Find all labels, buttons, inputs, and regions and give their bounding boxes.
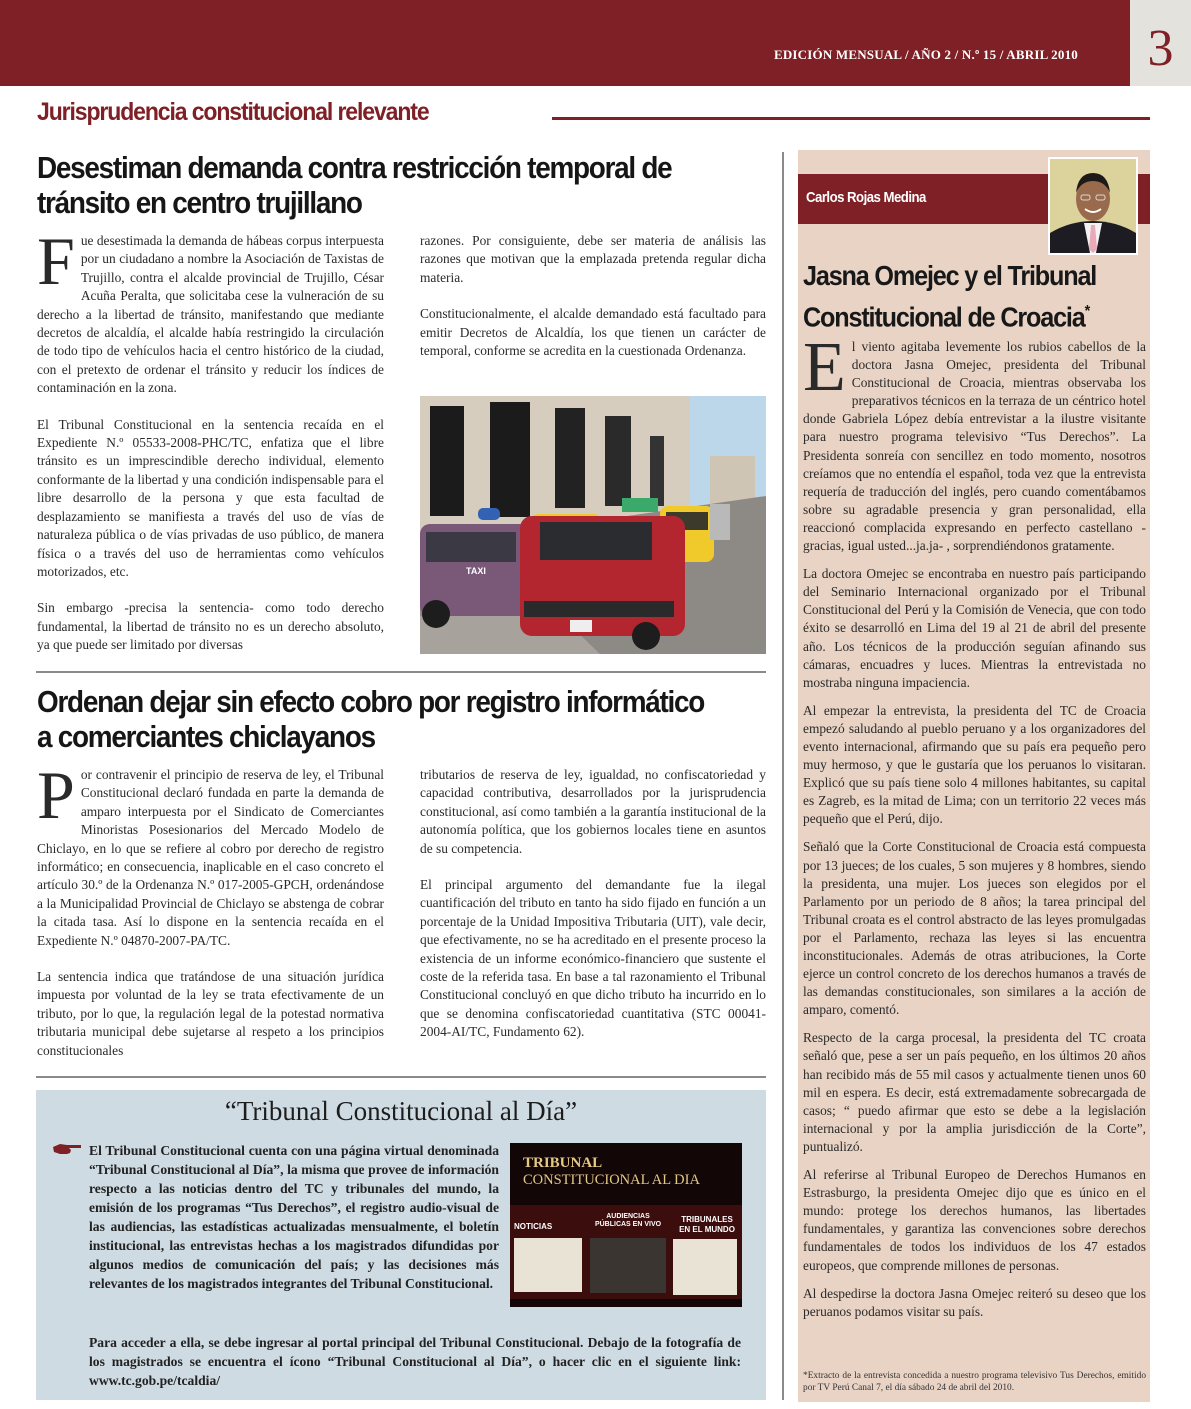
website-section-world: TRIBUNALES EN EL MUNDO bbox=[679, 1215, 735, 1234]
footnote-marker: * bbox=[1084, 303, 1090, 320]
article2-headline bbox=[37, 684, 704, 754]
website-world-thumbnail bbox=[673, 1239, 737, 1295]
street-taxis-illustration bbox=[420, 396, 766, 654]
article1-paragraph: Constitucionalmente, el alcalde demandado está facultado para emitir Decretos de Alcaldía, los que tienen un carácter de temporal, conforme se acredita en la cuestionada Ordenanza. bbox=[420, 306, 766, 359]
article2-headline-line2: a comerciantes chiclayanos bbox=[37, 719, 375, 754]
website-video-thumbnail bbox=[590, 1238, 666, 1293]
article1-column-left bbox=[37, 223, 384, 673]
article1-headline-line1: Desestiman demanda contra restricción temporal de bbox=[37, 150, 672, 185]
article2-paragraph: Por contravenir el principio de reserva de ley, el Tribunal Constitucional declaró fundada en parte la demanda de amparo interpuesta por el Sindicato de Comerciantes Minoristas Posesionarios del Mercado Modelo de Chiclayo, en lo que se refiere al cobro por derecho de registro informático; en consecuencia, inaplicable en el caso concreto el artículo 30.º de la Ordenanza N.º 017-2005-GPCH, ordenándose a la Municipalidad Provincial de Chiclayo se abstenga de cobrar la citada tasa. Así lo dispone en la sentencia recaída en el Expediente N.º 04870-2007-PA/TC. bbox=[37, 757, 384, 948]
sidebar-footnote: *Extracto de la entrevista concedida a nuestro programa televisivo Tus Derechos, emitido por TV Perú Canal 7, el día sábado 24 de abril del 2010. bbox=[803, 1371, 1146, 1393]
tc-al-dia-access-instructions: Para acceder a ella, se debe ingresar al portal principal del Tribunal Constitucional. Debajo de la fotografía de los magistrados se encuentra el ícono “Tribunal Constitucional al Día”, o hacer clic en el siguiente link: www.tc.gob.pe/tcaldia/ bbox=[89, 1335, 741, 1388]
page-number: 3 bbox=[1130, 0, 1191, 86]
section-title: Jurisprudencia constitucional relevante bbox=[37, 98, 429, 126]
dropcap: E bbox=[803, 329, 846, 406]
masthead-bar bbox=[0, 0, 1130, 86]
sidebar-paragraph: Señaló que la Corte Constitucional de Croacia está compuesta por 13 jueces; de los cuales, 5 son mujeres y 8 hombres, siendo la presidenta, una mujer. Los jueces son elegidos por el Parlamento por un periodo de 8 años; la tarea principal del Tribunal croata es el control abstracto de las leyes promulgadas por el Parlamento, rechaza las leyes si las encuentra inconstitucionales. Además de otras atribuciones, la Corte ejerce un control concreto de los derechos humanos a través de las demandas constitucionales, son similares a la acción de amparo, comentó. bbox=[803, 839, 1146, 1018]
website-news-thumbnail bbox=[514, 1238, 582, 1292]
sidebar-headline-line1: Jasna Omejec y el Tribunal bbox=[803, 260, 1097, 291]
sidebar-paragraph: Al referirse al Tribunal Europeo de Derechos Humanos en Estrasburgo, la presidenta Omejec dijo que es único en el mundo: protege los derechos humanos, las libertades fundamentales, y garantiza las convenciones sobre derechos fundamentales de todos los individuos de los 47 estados europeos, que comprende millones de personas. bbox=[803, 1167, 1146, 1273]
dropcap: P bbox=[37, 757, 75, 833]
article2-headline-line1: Ordenan dejar sin efecto cobro por registro informático bbox=[37, 684, 705, 719]
author-portrait bbox=[1048, 157, 1138, 255]
article1-paragraph: razones. Por consiguiente, debe ser materia de análisis las razones que motivan que la emplazada pretenda regular dicha materia. bbox=[420, 233, 766, 285]
section-title-rule bbox=[552, 117, 1150, 120]
article2-paragraph: El principal argumento del demandante fue la ilegal cuantificación del tributo en tanto ha sido fijado en función a un porcentaje de la Unidad Impositiva Tributaria (UIT), vale decir, que efectivamente, no se ha acreditado en el presente proceso la existencia de un informe económico-financiero que sustente el coste de la referida tasa. En base a tal razonamiento el Tribunal Constitucional concluyó en que dicho tributo ha incurrido en lo que se denomina confiscatoriedad cuantitativa (STC 00041-2004-AI/TC, Fundamento 62). bbox=[420, 877, 766, 1040]
tc-al-dia-description: El Tribunal Constitucional cuenta con una página virtual denominada “Tribunal Constitucional al Día”, la misma que provee de información respecto a las noticias dentro del TC y tribunales del mundo, la emisión de los programas “Tus Derechos”, el registro audio-visual de las audiencias, las estadísticas actualizadas mensualmente, el boletín institucional, las entrevistas hechas a los magistrados difundidas por algunos medios de comunicación del país; y las decisiones más relevantes de los magistrados integrantes del Tribunal Constitucional. bbox=[89, 1143, 499, 1291]
article1-headline-line2: tránsito en centro trujillano bbox=[37, 185, 362, 220]
article2-paragraph: La sentencia indica que tratándose de una situación jurídica impuesta por voluntad de la ley se trata efectivamente de un tributo, por lo que, la regulación legal de la potestad normativa tributaria municipal debe sujetarse al respeto a los principios constitucionales bbox=[37, 969, 384, 1058]
article2-column-left bbox=[37, 757, 384, 1078]
column-rule bbox=[782, 152, 784, 1400]
article1-paragraph: Sin embargo -precisa la sentencia- como todo derecho fundamental, la libertad de tránsito no es un derecho absoluto, ya que puede ser limitado por diversas bbox=[37, 600, 384, 653]
sidebar-body bbox=[803, 329, 1146, 1331]
dropcap: F bbox=[37, 223, 75, 299]
edition-line: EDICIÓN MENSUAL / AÑO 2 / N.º 15 / ABRIL 2010 bbox=[773, 47, 1078, 62]
article1-paragraph: Fue desestimada la demanda de hábeas corpus interpuesta por un ciudadano a nombre la Asociación de Taxistas de Trujillo, contra el alcalde provincial de Trujillo, César Acuña Peralta, que solicitaba cese la vulneración de su derecho a la libertad de tránsito, manifestando que mediante decretos de alcaldía, el alcalde había restringido la circulación de todo tipo de vehículos hacia el centro histórico de la ciudad, con el pretexto de ordenar el tránsito y reducir los índices de contaminación en la zona. bbox=[37, 223, 384, 396]
sidebar-headline-line2: Constitucional de Croacia* bbox=[803, 301, 1090, 333]
sidebar-paragraph: El viento agitaba levemente los rubios cabellos de la doctora Jasna Omejec, presidenta del Tribunal Constitucional de Croacia, mientras observaba los preparativos técnicos en la terraza de un céntrico hotel donde Gabriela López debía entrevistar a la ilustre visitante para nuestro programa televisivo “Tus Derechos”. La Presidenta sonreía con sencillez en todo momento, nosotros creíamos que no entendía el español, toda vez que la entrevista requería de traducción del inglés, pero cuando comentábamos sobre su agradable presencia y gran personalidad, ella reaccionó complacida expresando en perfecto castellano -gracias, igual usted...ja.ja- , sorprendiéndonos gratamente. bbox=[803, 329, 1146, 554]
tc-al-dia-website-screenshot[interactable] bbox=[510, 1143, 742, 1307]
article1-headline bbox=[37, 150, 671, 220]
sidebar-paragraph: Al empezar la entrevista, la presidenta del TC de Croacia empezó saludando al pueblo peruano y a los organizadores del evento internacional, afirmando que su país era pequeño pero muy hermoso, y que le gustaría que los peruanos lo visitaran. Explicó que su país tiene solo 4 millones habitantes, su capital es Zagreb, es la mitad de Lima; con un territorio 22 veces más pequeño que el Perú, dijo. bbox=[803, 702, 1146, 827]
website-title-line2: CONSTITUCIONAL AL DIA bbox=[523, 1172, 700, 1188]
pointing-hand-icon bbox=[52, 1141, 82, 1157]
article2-column-right bbox=[420, 766, 766, 1060]
article2-paragraph: tributarios de reserva de ley, igualdad, no confiscatoriedad y capacidad contributiva, desarrollados por la jurisprudencia constitucional, así como también a la garantía institucional de la autonomía política, que los gobiernos locales tiene en asuntos de su competencia. bbox=[420, 767, 766, 856]
box-divider bbox=[36, 1076, 766, 1078]
author-portrait-illustration bbox=[1050, 159, 1136, 253]
article-divider bbox=[36, 671, 766, 673]
website-section-news: NOTICIAS bbox=[514, 1222, 553, 1231]
sidebar-paragraph: Respecto de la carga procesal, la presidenta del TC croata señaló que, pese a ser un país pequeño, en los últimos 20 años han recibido más de 55 mil casos y actualmente tienen unos 60 mil en espera. Es decir, está extremadamente sobrecargada de casos; “ puedo afirmar que esto se debe a la legislación internacional y por la amplia jurisdicción de la Corte”, puntualizó. bbox=[803, 1030, 1146, 1154]
website-title-line1: TRIBUNAL bbox=[523, 1155, 603, 1171]
sidebar-paragraph: Al despedirse la doctora Jasna Omejec reiteró su deseo que los peruanos podamos visitar su país. bbox=[803, 1285, 1146, 1319]
street-taxis-photo bbox=[420, 396, 766, 654]
sidebar-headline bbox=[803, 258, 1096, 335]
article1-column-right bbox=[420, 232, 766, 378]
author-name: Carlos Rojas Medina bbox=[806, 189, 926, 206]
article1-paragraph: El Tribunal Constitucional en la sentencia recaída en el Expediente N.º 05533-2008-PHC/TC, enfatiza que el libre tránsito es un imprescindible derecho individual, elemento conformante de la libertad y una condición indispensable para el libre desarrollo de la persona y que esta facultad de desplazamiento se manifiesta a través del uso de vías de naturaleza pública o de vías privadas de uso público, de manera física o a través del uso de herramientas como vehículos motorizados, etc. bbox=[37, 416, 384, 579]
sidebar-paragraph: La doctora Omejec se encontraba en nuestro país participando del Seminario Internacional organizado por el Tribunal Constitucional del Perú y la Comisión de Venecia, que con todo éxito se desarrolló en Lima del 19 al 21 de abril del presente año. Los técnicos de la producción seguían afinando sus cámaras, encuadres y luces. Mientras la entrevistada no mostraba ninguna impaciencia. bbox=[803, 566, 1146, 690]
tc-al-dia-title: “Tribunal Constitucional al Día” bbox=[224, 1096, 578, 1126]
photo-taxi-sign: TAXI bbox=[466, 566, 486, 576]
website-section-hearings: AUDIENCIAS PÚBLICAS EN VIVO bbox=[594, 1213, 662, 1228]
